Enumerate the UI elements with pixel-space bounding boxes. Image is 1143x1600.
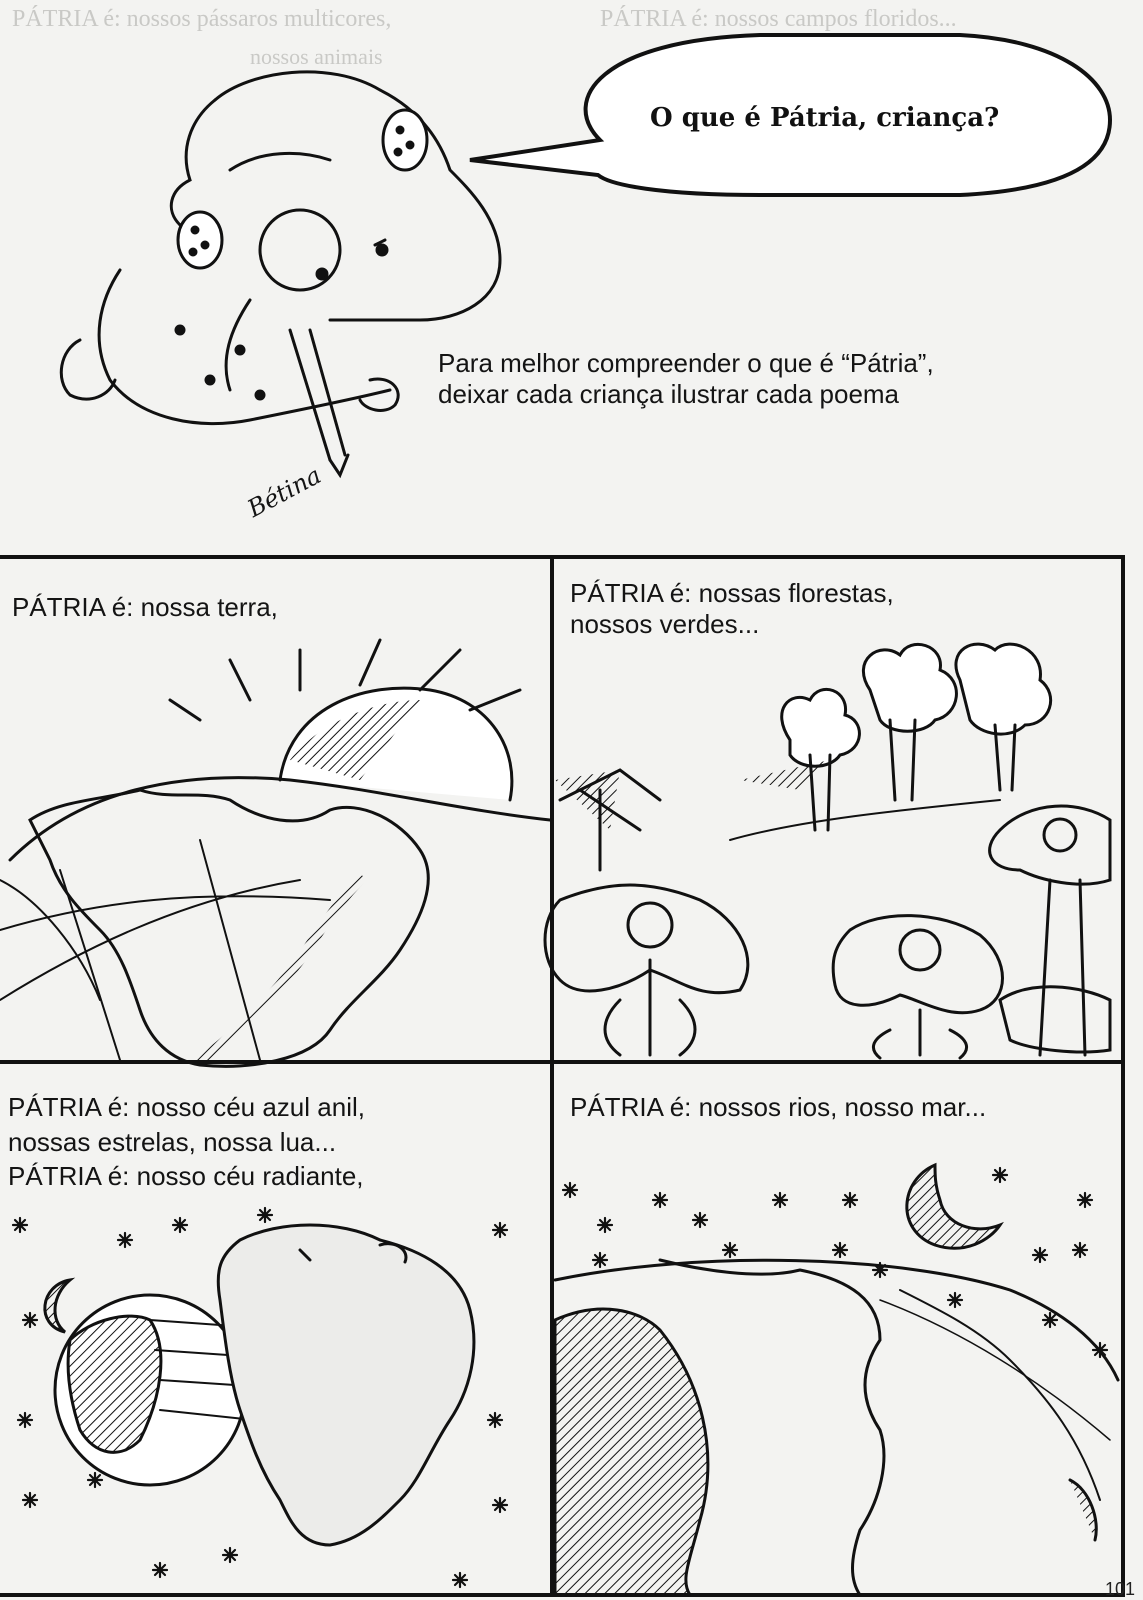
panel-3-line: nossas estrelas, nossa lua...: [8, 1126, 337, 1157]
star-icon: [493, 1223, 507, 1237]
intro-text: [438, 348, 934, 410]
star-icon: [453, 1573, 467, 1587]
panel-3-line: PÁTRIA é: nosso céu radiante,: [8, 1161, 364, 1192]
page-number: 101: [1104, 1579, 1135, 1599]
star-icon: [493, 1498, 507, 1512]
star-icon: [488, 1413, 502, 1427]
star-icon: [773, 1193, 787, 1207]
star-icon: [598, 1218, 612, 1232]
star-icon: [843, 1193, 857, 1207]
star-icon: [173, 1218, 187, 1232]
panel-4-line: PÁTRIA é: nossos rios, nosso mar...: [570, 1092, 987, 1122]
star-icon: [153, 1563, 167, 1577]
star-icon: [723, 1243, 737, 1257]
panel-3-caption: [8, 1090, 365, 1194]
panel-2-caption: [570, 578, 894, 640]
panel-2-forest-drawing: [545, 644, 1110, 1058]
star-icon: [23, 1493, 37, 1507]
star-icon: [1043, 1313, 1057, 1327]
intro-line-1: Para melhor compreender o que é “Pátria”,: [438, 348, 934, 378]
star-icon: [118, 1233, 132, 1247]
panel-1-earth-drawing: [0, 640, 550, 1066]
star-icon: [223, 1548, 237, 1562]
panel-4-globe-drawing: [555, 1165, 1118, 1595]
star-icon: [993, 1168, 1007, 1182]
star-icon: [1073, 1243, 1087, 1257]
panel-1-line: PÁTRIA é: nossa terra,: [12, 592, 278, 622]
panel-2-line: nossos verdes...: [570, 609, 760, 640]
panel-4-caption: [570, 1092, 986, 1123]
star-icon: [693, 1213, 707, 1227]
panel-3-sky-drawing: [45, 1225, 474, 1545]
star-icon: [258, 1208, 272, 1222]
signature: Bétina: [242, 461, 326, 523]
panel-3-line: PÁTRIA é: nosso céu azul anil,: [8, 1092, 365, 1122]
star-icon: [563, 1183, 577, 1197]
bubble-question: O que é Pátria, criança?: [650, 103, 1000, 133]
bleed-through-line-2: nossos animais: [250, 44, 383, 69]
star-icon: [88, 1473, 102, 1487]
child-drawing: [61, 72, 500, 475]
bleed-through-line-right: PÁTRIA é: nossos campos floridos...: [600, 6, 957, 32]
panel-2-line: PÁTRIA é: nossas florestas,: [570, 578, 894, 608]
intro-line-2: deixar cada criança ilustrar cada poema: [438, 379, 900, 410]
star-icon: [1093, 1343, 1107, 1357]
star-icon: [1078, 1193, 1092, 1207]
star-icon: [873, 1263, 887, 1277]
panel-1-caption: [12, 592, 278, 623]
star-icon: [18, 1413, 32, 1427]
star-icon: [948, 1293, 962, 1307]
star-icon: [653, 1193, 667, 1207]
star-icon: [23, 1313, 37, 1327]
star-icon: [833, 1243, 847, 1257]
star-icon: [1033, 1248, 1047, 1262]
star-icon: [13, 1218, 27, 1232]
bleed-through-line-left: PÁTRIA é: nossos pássaros multicores,: [12, 6, 392, 32]
star-icon: [593, 1253, 607, 1267]
